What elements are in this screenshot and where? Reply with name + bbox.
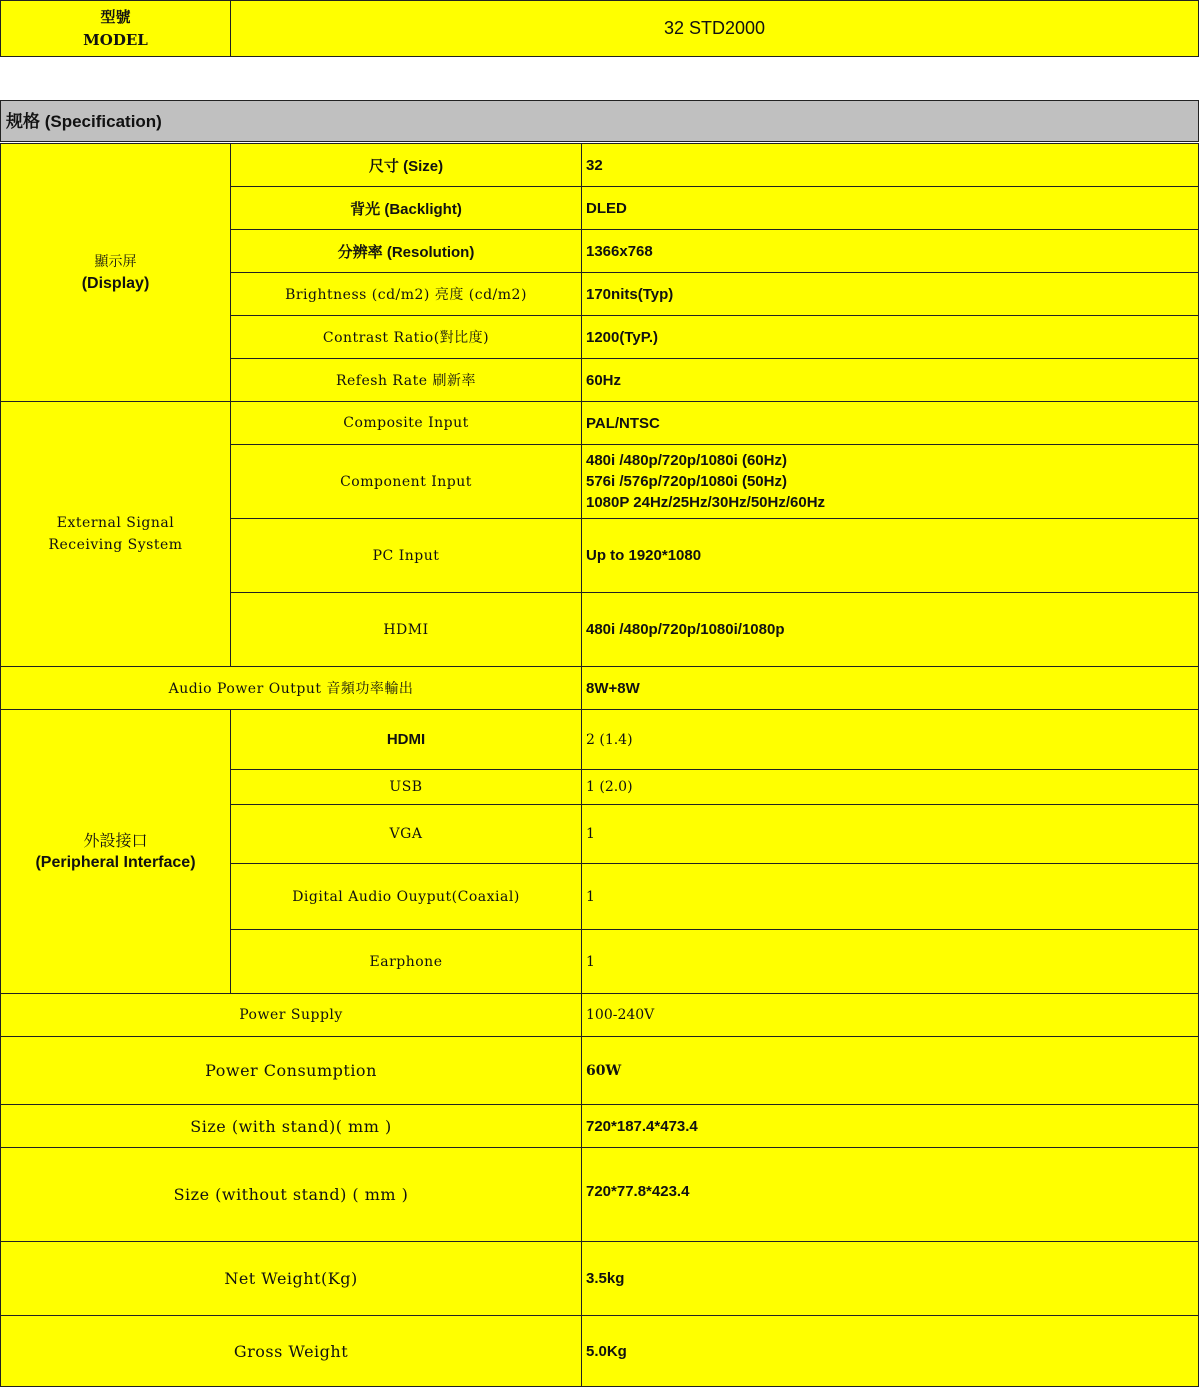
spec-value-pc-input: Up to 1920*1080 (582, 519, 1199, 593)
spec-value-brightness: 170nits(Typ) (582, 273, 1199, 316)
spec-value-hdmi-signal: 480i /480p/720p/1080i/1080p (582, 593, 1199, 667)
spec-value-resolution: 1366x768 (582, 230, 1199, 273)
spec-value-contrast: 1200(TyP.) (582, 316, 1199, 359)
spec-item-earphone: Earphone (231, 930, 582, 994)
model-label-en: MODEL (83, 30, 148, 49)
specification-table (0, 143, 1199, 1387)
group-display-en: (Display) (81, 274, 150, 292)
spec-item-brightness: Brightness (cd/m2) 亮度 (cd/m2) (231, 273, 582, 316)
spec-item-resolution: 分辨率 (Resolution) (231, 230, 582, 273)
component-line-1: 480i /480p/720p/1080i (60Hz) (586, 452, 787, 469)
model-table (0, 0, 1199, 57)
spec-item-usb: USB (231, 770, 582, 805)
spec-item-size-without-stand: Size (without stand) ( mm ) (1, 1148, 582, 1242)
spec-item-pc-input: PC Input (231, 519, 582, 593)
spec-item-component: Component Input (231, 445, 582, 519)
spec-value-size-with-stand: 720*187.4*473.4 (582, 1105, 1199, 1148)
table-row (1, 994, 1199, 1037)
spec-item-power-consumption: Power Consumption (1, 1037, 582, 1105)
spec-item-size-with-stand: Size (with stand)( mm ) (1, 1105, 582, 1148)
spec-value-power-consumption: 60W (582, 1037, 1199, 1105)
spec-item-hdmi-port: HDMI (231, 710, 582, 770)
spec-item-size: 尺寸 (Size) (231, 144, 582, 187)
table-row (1, 402, 1199, 445)
table-row (1, 667, 1199, 710)
model-value: 32 STD2000 (231, 1, 1199, 57)
spec-item-hdmi-signal: HDMI (231, 593, 582, 667)
spec-value-digital-audio: 1 (582, 864, 1199, 930)
spec-item-vga: VGA (231, 805, 582, 864)
spec-value-size: 32 (582, 144, 1199, 187)
spec-value-vga: 1 (582, 805, 1199, 864)
spec-value-earphone: 1 (582, 930, 1199, 994)
model-label (1, 1, 231, 57)
spec-item-refresh-rate: Refesh Rate 刷新率 (231, 359, 582, 402)
spec-value-hdmi-port: 2 (1.4) (582, 710, 1199, 770)
group-peripheral (1, 710, 231, 994)
table-row (1, 1105, 1199, 1148)
spec-item-power-supply: Power Supply (1, 994, 582, 1037)
spec-value-refresh-rate: 60Hz (582, 359, 1199, 402)
group-signal-line2: Receiving System (48, 537, 183, 553)
table-row (1, 1316, 1199, 1387)
spec-value-composite: PAL/NTSC (582, 402, 1199, 445)
spec-value-power-supply: 100-240V (582, 994, 1199, 1037)
table-row (1, 1148, 1199, 1242)
spec-value-gross-weight: 5.0Kg (582, 1316, 1199, 1387)
spec-item-composite: Composite Input (231, 402, 582, 445)
spec-value-usb: 1 (2.0) (582, 770, 1199, 805)
group-external-signal (1, 402, 231, 667)
group-peripheral-en: (Peripheral Interface) (35, 853, 196, 871)
group-display (1, 144, 231, 402)
spec-value-backlight: DLED (582, 187, 1199, 230)
table-row (1, 1242, 1199, 1316)
spec-value-audio-output: 8W+8W (582, 667, 1199, 710)
component-line-3: 1080P 24Hz/25Hz/30Hz/50Hz/60Hz (586, 494, 826, 511)
group-peripheral-cn: 外設接口 (83, 830, 148, 850)
spec-item-gross-weight: Gross Weight (1, 1316, 582, 1387)
group-signal-line1: External Signal (56, 515, 175, 531)
specification-header: 规格 (Specification) (0, 100, 1199, 142)
spec-value-net-weight: 3.5kg (582, 1242, 1199, 1316)
spec-value-component (582, 445, 1199, 519)
table-row (1, 144, 1199, 187)
spec-item-net-weight: Net Weight(Kg) (1, 1242, 582, 1316)
component-line-2: 576i /576p/720p/1080i (50Hz) (586, 473, 787, 490)
group-display-cn: 顯示屏 (94, 253, 137, 270)
table-row (1, 1037, 1199, 1105)
spec-item-digital-audio: Digital Audio Ouyput(Coaxial) (231, 864, 582, 930)
spec-item-audio-output: Audio Power Output 音頻功率輸出 (1, 667, 582, 710)
spec-item-contrast: Contrast Ratio(對比度) (231, 316, 582, 359)
model-label-cn: 型號 (100, 7, 131, 26)
table-row (1, 710, 1199, 770)
spec-item-backlight: 背光 (Backlight) (231, 187, 582, 230)
spec-value-size-without-stand: 720*77.8*423.4 (582, 1148, 1199, 1242)
